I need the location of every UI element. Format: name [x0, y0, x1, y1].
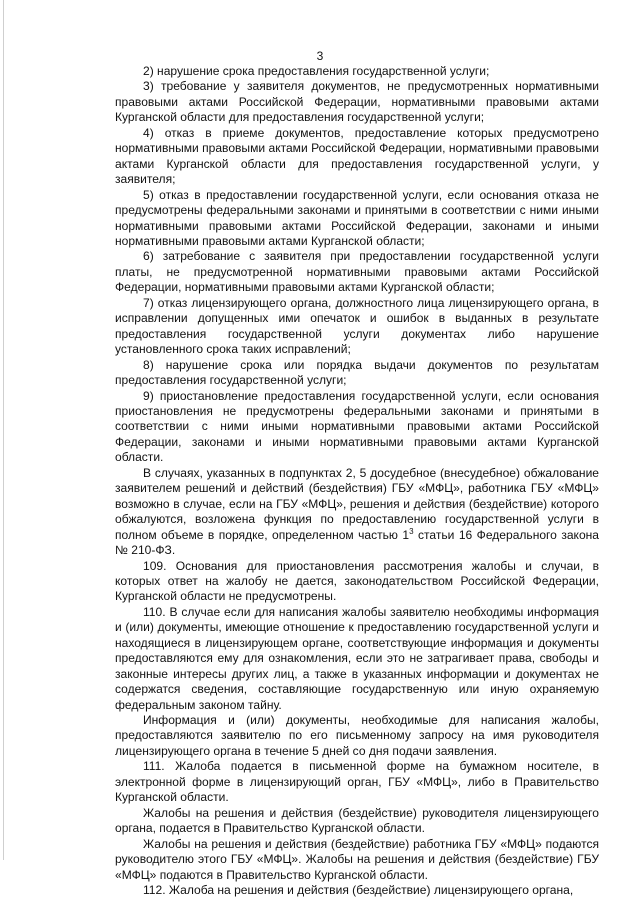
scan-edge-line [3, 0, 4, 860]
page-number: 3 [316, 49, 324, 63]
paragraph: 5) отказ в предоставлении государственной услуги, если основания отказа не предусмотрены федеральными законами и принятыми в соответствии с ними иными нормативными правовыми актами Российской Федерации, законами и иными нормативными правовыми актами Курганской области; [115, 187, 599, 248]
paragraph: Информация и (или) документы, необходимые для написания жалобы, предоставляются заявителю по его письменному запросу на имя руководителя лицензирующего органа в течение 5 дней со дня подачи заявления. [115, 713, 599, 758]
document-body [115, 64, 599, 898]
fz-superscript: 3 [409, 526, 414, 536]
paragraph: 4) отказ в приеме документов, предоставление которых предусмотрено нормативными правовыми актами Российской Федерации, нормативными правовыми актами Курганской области для предоставления государственной услуги, у заявителя; [115, 125, 599, 187]
paragraph: Жалобы на решения и действия (бездействие) руководителя лицензирующего органа, подается в Правительство Курганской области. [115, 805, 599, 836]
paragraph: Жалобы на решения и действия (бездействие) работника ГБУ «МФЦ» подаются руководителю этого ГБУ «МФЦ». Жалобы на решения и действия (бездействие) ГБУ «МФЦ» подаются в Правительство Курганской области. [115, 836, 599, 882]
paragraph: 6) затребование с заявителя при предоставлении государственной услуги платы, не предусмотренной нормативными правовыми актами Российской Федерации, нормативными правовыми актами Курганской области; [115, 249, 599, 295]
paragraph: 110. В случае если для написания жалобы заявителю необходимы информация и (или) документы, имеющие отношение к предоставлению государственной услуги и находящиеся в лицензирующем органе, соответствующие информация и документы предоставляются ему для ознакомления, если это не затрагивает права, свободы и законные интересы других лиц, а также в указанных информации и документах не содержатся сведения, составляющие государственную или иную охраняемую федеральным законом тайну. [115, 604, 599, 712]
fz-text-after: статьи 16 Федерального закона № 210-ФЗ. [115, 527, 600, 558]
paragraph: 3) требование у заявителя документов, не предусмотренных нормативными правовыми актами Российской Федерации, нормативными правовыми актами Курганской области для предоставления государственной услуги; [115, 79, 599, 125]
paragraph: 9) приостановление предоставления государственной услуги, если основания приостановления не предусмотрены федеральными законами и принятыми в соответствии с ними иными нормативными правовыми актами Российской Федерации, законами и иными нормативными правовыми актами Курганской области. [115, 388, 599, 465]
paragraph: 8) нарушение срока или порядка выдачи документов по результатам предоставления государственной услуги; [115, 357, 599, 388]
paragraph: 112. Жалоба на решения и действия (бездействие) лицензирующего органа, [143, 883, 574, 898]
paragraph-fz-reference [115, 466, 599, 559]
paragraph: 7) отказ лицензирующего органа, должностного лица лицензирующего органа, в исправлении допущенных ими опечаток и ошибок в выданных в результате предоставления государственной услуги документах либо нарушение установленного срока таких исправлений; [115, 295, 599, 357]
paragraph: 109. Основания для приостановления рассмотрения жалобы и случаи, в которых ответ на жалобу не дается, законодательством Российской Федерации, Курганской области не предусмотрены. [115, 558, 599, 604]
paragraph: 111. Жалоба подается в письменной форме на бумажном носителе, в электронной форме в лицензирующий орган, ГБУ «МФЦ», либо в Правительство Курганской области. [115, 759, 599, 805]
fz-text-before: В случаях, указанных в подпунктах 2, 5 досудебное (внесудебное) обжалование заявителем решений и действий (бездействия) ГБУ «МФЦ», работника ГБУ «МФЦ» возможно в случае, если на ГБУ «МФЦ», решения и действия (бездействие) которого обжалуются, возложена функция по предоставлению государственной услуги в полном объеме в порядке, определенном частью 1 [115, 465, 599, 542]
paragraph: 2) нарушение срока предоставления государственной услуги; [143, 64, 490, 78]
